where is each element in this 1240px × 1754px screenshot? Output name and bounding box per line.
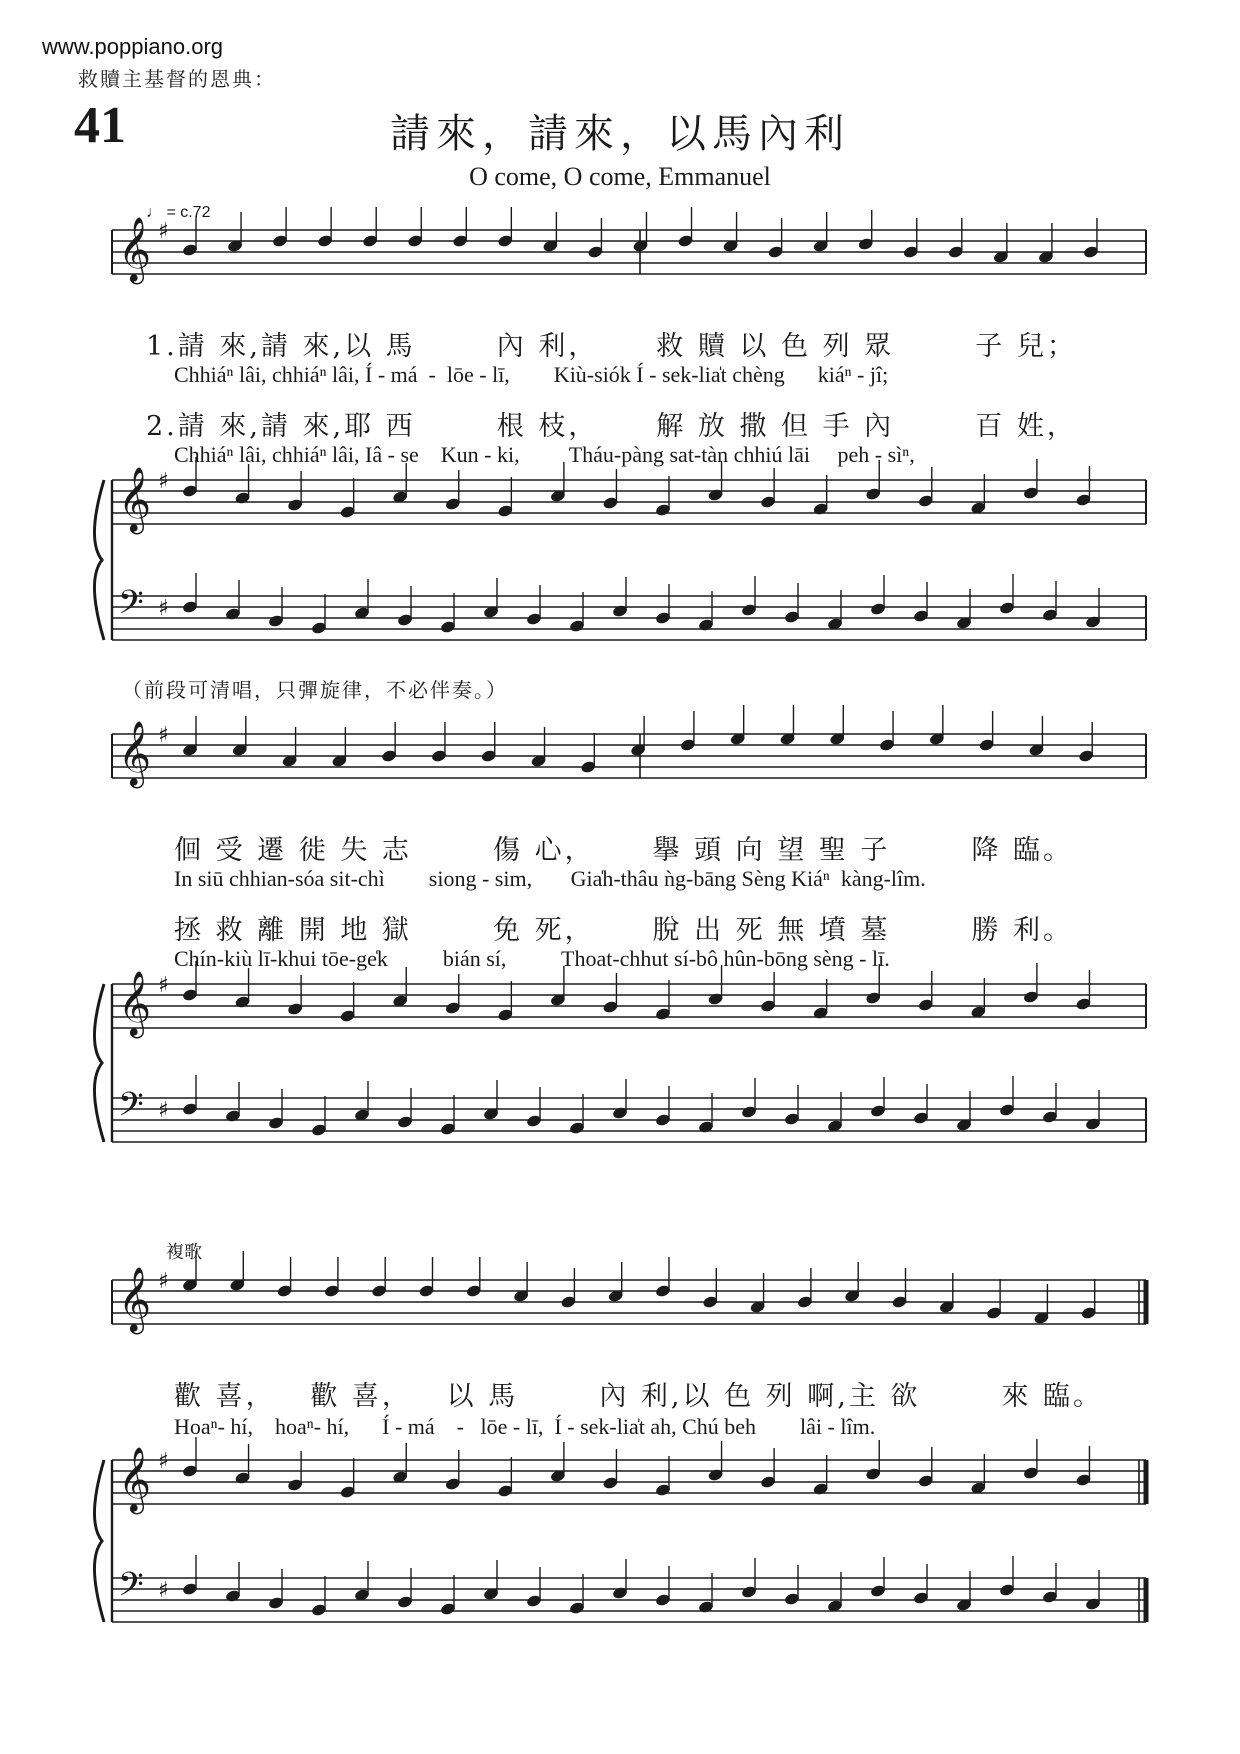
title-chinese: 請來，請來，以馬內利 bbox=[390, 111, 850, 157]
treble-clef-icon: 𝄞 bbox=[118, 721, 152, 786]
piano-bass-staff-3 bbox=[112, 1578, 1146, 1622]
key-signature-sharp-icon: ♯ bbox=[158, 469, 169, 494]
bass-clef-icon: 𝄢 bbox=[118, 1566, 144, 1612]
accompaniment-note: （前段可清唱，只彈旋律，不必伴奏。） bbox=[122, 678, 508, 702]
verse2-lyrics-line1: 2.請 來,請 來,耶 西 根 枝， 解 放 撒 但 手 內 百 姓， bbox=[146, 411, 1077, 442]
bass-clef-icon: 𝄢 bbox=[118, 584, 144, 630]
piano-bass-staff-2 bbox=[112, 1098, 1146, 1142]
hymn-number: 41 bbox=[74, 97, 126, 154]
key-signature-sharp-icon: ♯ bbox=[158, 219, 169, 244]
verse2-romanization-line2: Chín-kiù lī-khui tōe-ge̍k bián sí, Thoat-chhut sí-bô hûn-bōng sèng - lī. bbox=[174, 946, 890, 971]
site-url: www.poppiano.org bbox=[42, 34, 224, 59]
treble-clef-icon: 𝄞 bbox=[118, 1267, 152, 1332]
treble-clef-icon: 𝄞 bbox=[118, 1447, 152, 1512]
key-signature-sharp-icon: ♯ bbox=[158, 1449, 169, 1474]
verse1-romanization-line1: Chhiáⁿ lâi, chhiáⁿ lâi, Í - má - lōe - lī, Kiù-siók Í - sek-lia̍t chèng kiáⁿ - jî; bbox=[174, 362, 889, 387]
key-signature-sharp-icon: ♯ bbox=[158, 1098, 169, 1123]
treble-clef-icon: 𝄞 bbox=[118, 217, 152, 282]
piano-treble-staff-3 bbox=[112, 1460, 1146, 1504]
treble-clef-icon: 𝄞 bbox=[118, 971, 152, 1036]
refrain-label: 複歌 bbox=[166, 1242, 202, 1263]
refrain-lyrics: 歡 喜， 歡 喜， 以 馬 內 利,以 色 列 啊,主 欲 來 臨。 bbox=[174, 1381, 1104, 1412]
hymnal-source: 救贖主基督的恩典： bbox=[78, 67, 276, 91]
treble-clef-icon: 𝄞 bbox=[118, 467, 152, 532]
piano-brace bbox=[94, 984, 104, 1142]
tempo-marking: ♩ = c.72 bbox=[146, 204, 211, 221]
verse2-lyrics-line2: 拯 救 離 開 地 獄 免 死， 脫 出 死 無 墳 墓 勝 利。 bbox=[174, 915, 1074, 946]
verse2-romanization-line1: Chhiáⁿ lâi, chhiáⁿ lâi, Iâ - se Kun - ki, Tháu-pàng sat-tàn chhiú lāi peh - sìⁿ, bbox=[174, 442, 915, 467]
title-english: O come, O come, Emmanuel bbox=[469, 162, 771, 191]
verse1-romanization-line2: In siū chhian-sóa sit-chì siong - sim, Gia̍h-thâu ǹg-bāng Sèng Kiáⁿ kàng-lîm. bbox=[174, 866, 926, 891]
key-signature-sharp-icon: ♯ bbox=[158, 723, 169, 748]
piano-bass-staff-1 bbox=[112, 596, 1146, 640]
key-signature-sharp-icon: ♯ bbox=[158, 973, 169, 998]
bass-clef-icon: 𝄢 bbox=[118, 1086, 144, 1132]
verse1-lyrics-line2: 佪 受 遷 徙 失 志 傷 心， 擧 頭 向 望 聖 子 降 臨。 bbox=[174, 835, 1074, 866]
key-signature-sharp-icon: ♯ bbox=[158, 596, 169, 621]
piano-brace bbox=[94, 1460, 104, 1622]
piano-brace bbox=[94, 480, 104, 640]
verse1-lyrics-line1: 1.請 來,請 來,以 馬 內 利， 救 贖 以 色 列 眾 子 兒； bbox=[146, 331, 1077, 362]
key-signature-sharp-icon: ♯ bbox=[158, 1578, 169, 1603]
melody-staff-1 bbox=[112, 230, 1146, 274]
key-signature-sharp-icon: ♯ bbox=[158, 1269, 169, 1294]
refrain-romanization: Hoaⁿ- hí, hoaⁿ- hí, Í - má - lōe - lī, Í - sek-lia̍t ah, Chú beh lâi - lîm. bbox=[174, 1414, 876, 1439]
piano-treble-staff-1 bbox=[112, 480, 1146, 524]
piano-treble-staff-2 bbox=[112, 984, 1146, 1028]
